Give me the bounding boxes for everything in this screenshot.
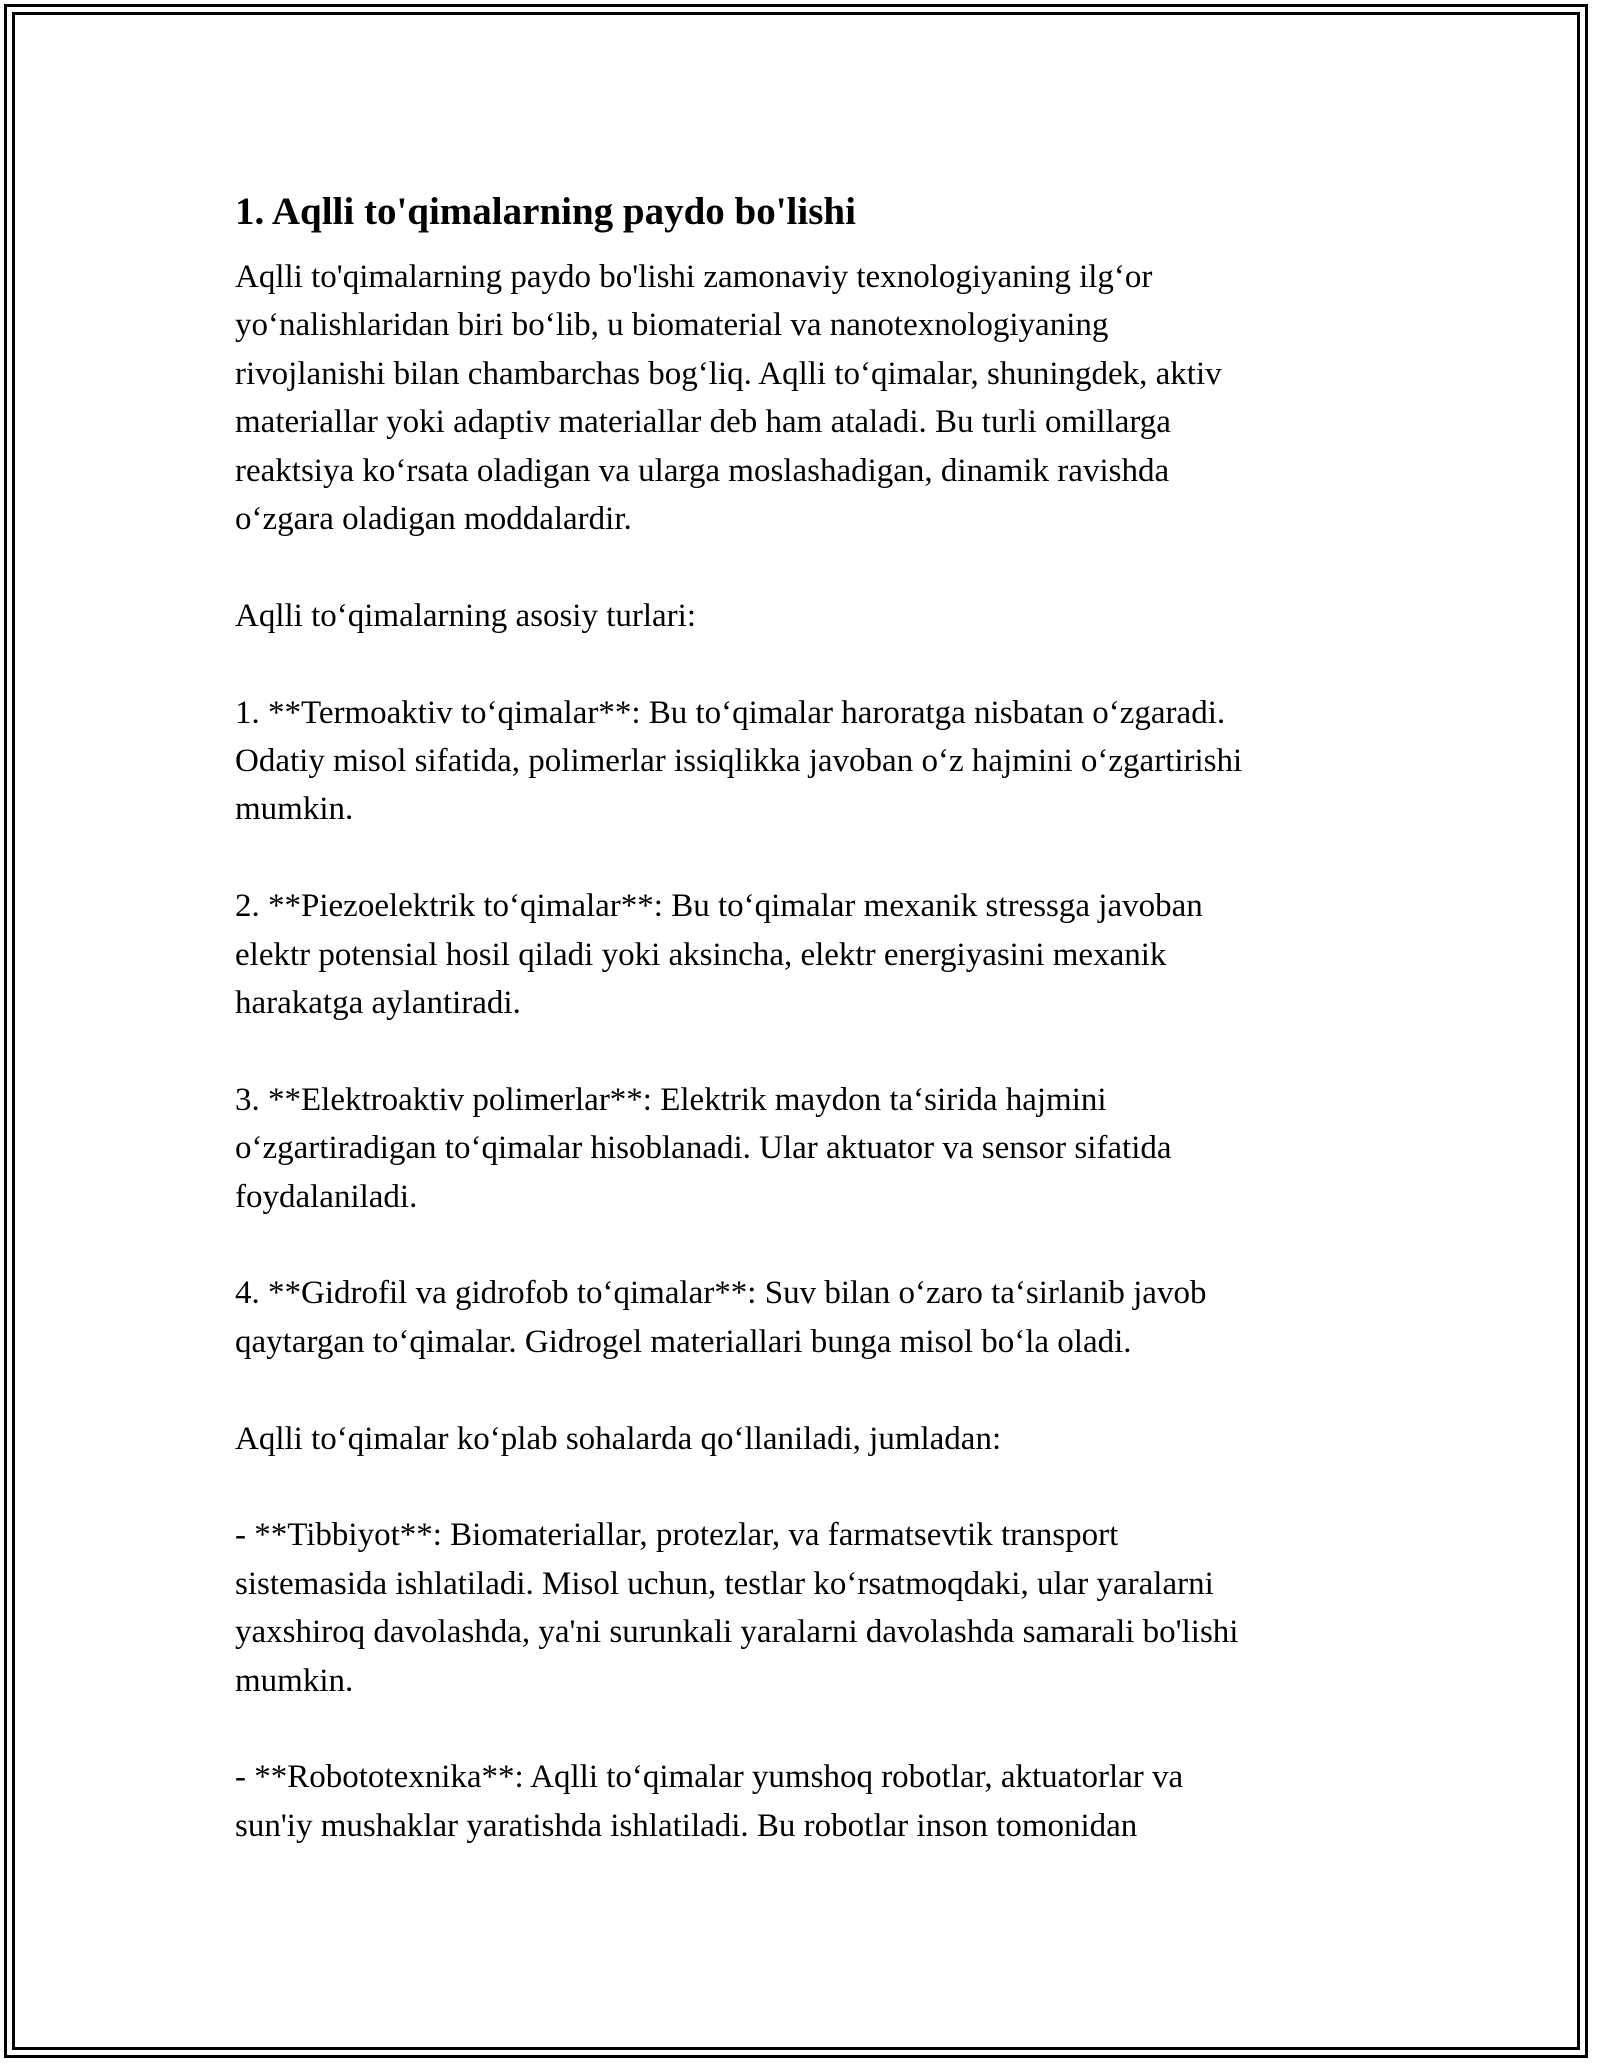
- text-line: 1. **Termoaktiv to‘qimalar**: Bu to‘qimalar haroratga nisbatan o‘zgaradi.: [235, 694, 1226, 731]
- list-item-piezoelektrik: [235, 882, 1370, 1027]
- text-line: 2. **Piezoelektrik to‘qimalar**: Bu to‘qimalar mexanik stressga javoban: [235, 888, 1203, 925]
- text-line: sistemasida ishlatiladi. Misol uchun, testlar ko‘rsatmoqdaki, ular yaralarni: [235, 1565, 1214, 1602]
- text-line: elektr potensial hosil qiladi yoki aksincha, elektr energiyasini mexanik: [235, 936, 1167, 973]
- applications-intro-paragraph: [235, 1415, 1370, 1463]
- text-line: 3. **Elektroaktiv polimerlar**: Elektrik maydon ta‘sirida hajmini: [235, 1081, 1107, 1118]
- list-item-elektroaktiv: [235, 1076, 1370, 1221]
- section-heading: 1. Aqlli to'qimalarning paydo bo'lishi: [235, 190, 856, 233]
- text-line: Odatiy misol sifatida, polimerlar issiqlikka javoban o‘z hajmini o‘zgartirishi: [235, 743, 1243, 780]
- text-line: - **Robototexnika**: Aqlli to‘qimalar yumshoq robotlar, aktuatorlar va: [235, 1759, 1184, 1796]
- intro-paragraph: [235, 253, 1370, 543]
- text-line: rivojlanishi bilan chambarchas bog‘liq. Aqlli to‘qimalar, shuningdek, aktiv: [235, 355, 1222, 392]
- text-line: Aqlli to‘qimalarning asosiy turlari:: [235, 597, 697, 634]
- text-line: - **Tibbiyot**: Biomateriallar, protezlar, va farmatsevtik transport: [235, 1517, 1119, 1554]
- text-line: o‘zgartiradigan to‘qimalar hisoblanadi. Ular aktuator va sensor sifatida: [235, 1130, 1172, 1167]
- text-line: Aqlli to‘qimalar ko‘plab sohalarda qo‘llaniladi, jumladan:: [235, 1420, 1002, 1457]
- bullet-robototexnika: [235, 1753, 1370, 1850]
- text-line: 4. **Gidrofil va gidrofob to‘qimalar**: Suv bilan o‘zaro ta‘sirlanib javob: [235, 1275, 1207, 1312]
- text-line: Aqlli to'qimalarning paydo bo'lishi zamonaviy texnologiyaning ilg‘or: [235, 259, 1153, 295]
- text-line: foydalaniladi.: [235, 1178, 418, 1215]
- text-line: harakatga aylantiradi.: [235, 985, 521, 1022]
- text-line: qaytargan to‘qimalar. Gidrogel materiallari bunga misol bo‘la oladi.: [235, 1323, 1132, 1360]
- document-body: [235, 188, 1370, 1850]
- bullet-tibbiyot: [235, 1511, 1370, 1705]
- list-item-gidrofil: [235, 1269, 1370, 1366]
- text-line: mumkin.: [235, 791, 354, 828]
- text-line: yo‘nalishlaridan biri bo‘lib, u biomaterial va nanotexnologiyaning: [235, 307, 1109, 344]
- types-intro-paragraph: [235, 592, 1370, 640]
- text-line: materiallar yoki adaptiv materiallar deb ham ataladi. Bu turli omillarga: [235, 404, 1171, 441]
- list-item-termoaktiv: [235, 689, 1370, 834]
- text-line: o‘zgara oladigan moddalardir.: [235, 501, 632, 538]
- text-line: reaktsiya ko‘rsata oladigan va ularga moslashadigan, dinamik ravishda: [235, 452, 1170, 489]
- text-line: yaxshiroq davolashda, ya'ni surunkali yaralarni davolashda samarali bo'lishi: [235, 1614, 1239, 1651]
- text-line: sun'iy mushaklar yaratishda ishlatiladi. Bu robotlar inson tomonidan: [235, 1807, 1138, 1844]
- text-line: mumkin.: [235, 1662, 354, 1699]
